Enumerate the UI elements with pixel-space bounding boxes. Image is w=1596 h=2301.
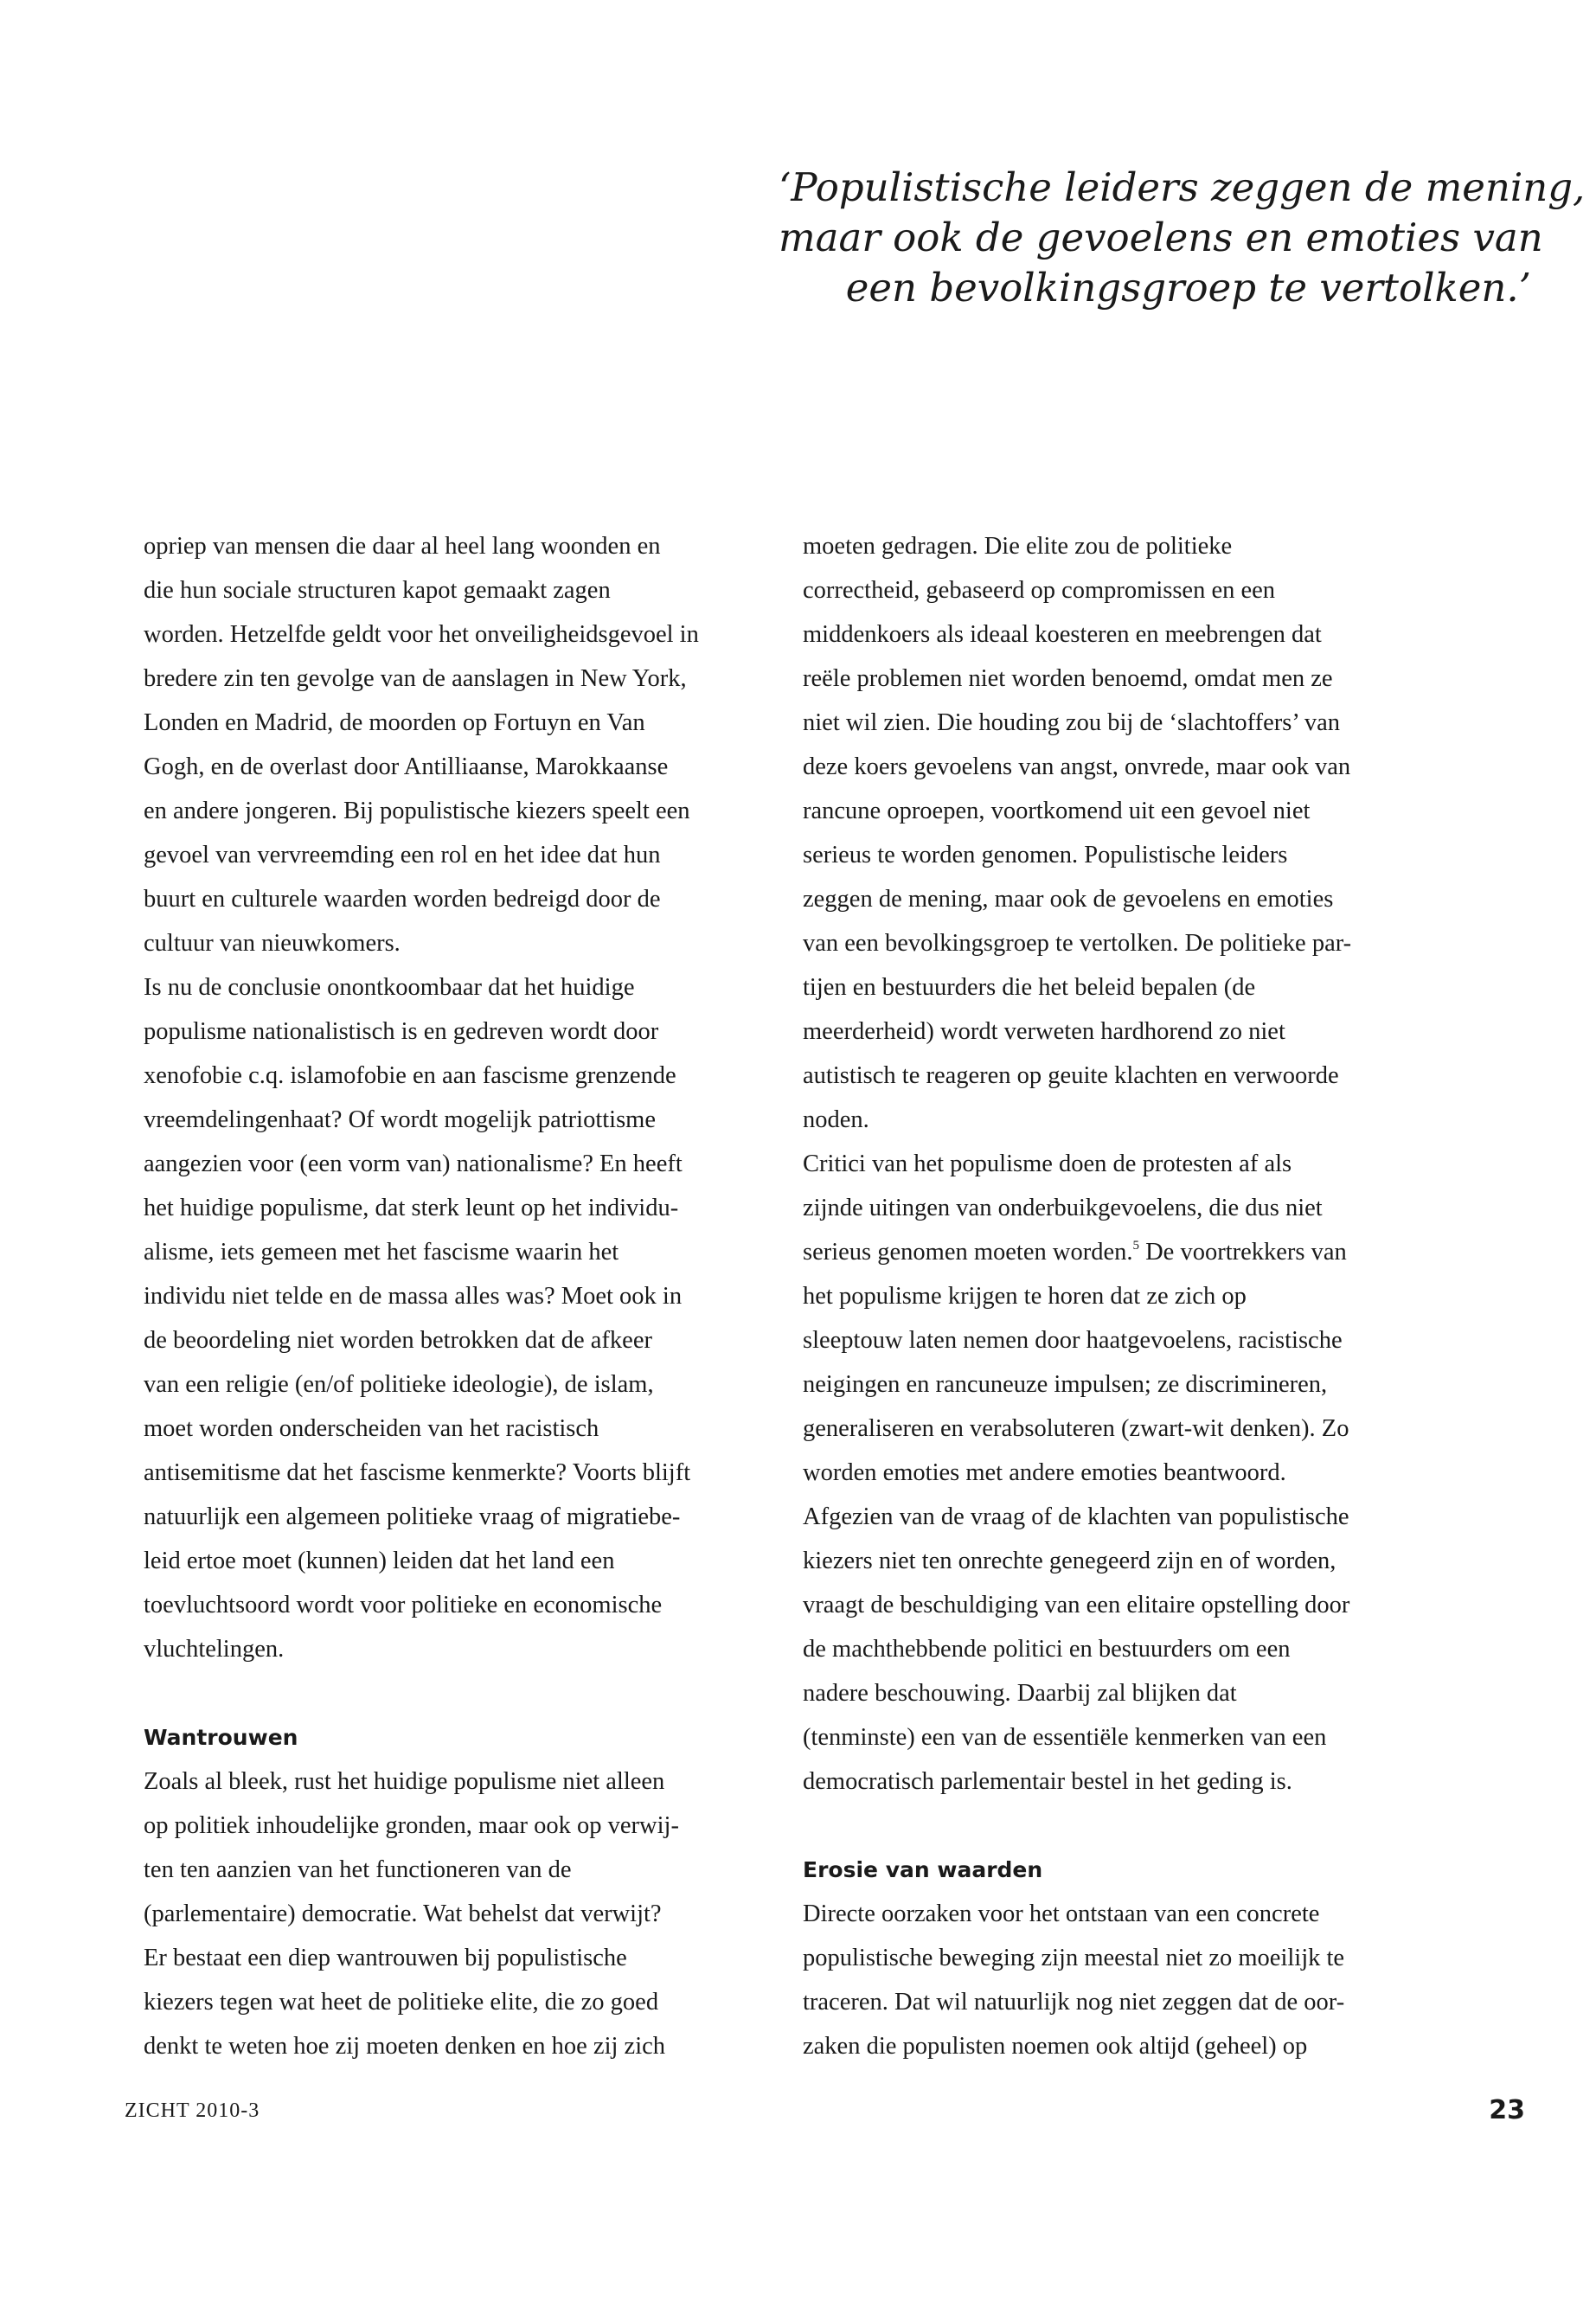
journal-footer: ZICHT 2010-3 [125,2099,260,2122]
text-line: de machthebbende politici en bestuurders om een [803,1636,1291,1663]
text-run: De voortrekkers van [1138,1239,1347,1266]
text-line: serieus te worden genomen. Populistische leiders [803,842,1288,868]
text-line: autistisch te reageren op geuite klachten en verwoorde [803,1062,1339,1089]
text-line: populistische beweging zijn meestal niet zo moeilijk te [803,1945,1345,1971]
text-line: middenkoers als ideaal koesteren en meebrengen dat [803,621,1322,648]
paragraph-gap [144,1671,801,1715]
pull-quote-line: ‘Populistische leiders zeggen de mening, [779,164,1586,210]
text-line: sleeptouw laten nemen door haatgevoelens, racistische [803,1327,1343,1354]
text-line: deze koers gevoelens van angst, onvrede, maar ook van [803,753,1351,780]
text-line: Gogh, en de overlast door Antilliaanse, Marokkaanse [144,753,669,780]
text-line: xenofobie c.q. islamofobie en aan fascisme grenzende [144,1062,676,1089]
text-line: Afgezien van de vraag of de klachten van populistische [803,1503,1349,1530]
text-line: tijen en bestuurders die het beleid bepalen (de [803,974,1256,1001]
text-line: populisme nationalistisch is en gedreven wordt door [144,1018,659,1045]
text-line: Directe oorzaken voor het ontstaan van een concrete [803,1900,1320,1927]
text-line: zijnde uitingen van onderbuikgevoelens, die dus niet [803,1195,1323,1221]
text-line: kiezers tegen wat heet de politieke elite, die zo goed [144,1989,659,2016]
text-line: van een bevolkingsgroep te vertolken. De politieke par- [803,930,1352,957]
text-line: traceren. Dat wil natuurlijk nog niet zeggen dat de oor- [803,1989,1345,2016]
text-line: neigingen en rancuneuze impulsen; ze discrimineren, [803,1371,1328,1398]
text-line: de beoordeling niet worden betrokken dat de afkeer [144,1327,652,1354]
text-line: (parlementaire) democratie. Wat behelst dat verwijt? [144,1900,662,1927]
paragraph [803,524,1460,1142]
text-line: ten ten aanzien van het functioneren van de [144,1856,572,1883]
footnote-marker[interactable]: 5 [1132,1239,1139,1253]
text-line: vreemdelingenhaat? Of wordt mogelijk patriottisme [144,1106,656,1133]
text-line: noden. [803,1106,869,1133]
text-line: worden. Hetzelfde geldt voor het onveiligheidsgevoel in [144,621,699,648]
text-line: en andere jongeren. Bij populistische kiezers speelt een [144,798,690,824]
text-line: natuurlijk een algemeen politieke vraag of migratiebe- [144,1503,681,1530]
text-line: denkt te weten hoe zij moeten denken en hoe zij zich [144,2033,666,2060]
text-line: toevluchtsoord wordt voor politieke en economische [144,1592,663,1618]
text-line: moeten gedragen. Die elite zou de politieke [803,533,1233,560]
text-line: democratisch parlementair bestel in het geding is. [803,1768,1292,1795]
text-line: op politiek inhoudelijke gronden, maar ook op verwij- [144,1812,679,1839]
pull-quote [779,163,1586,313]
paragraph [144,1759,801,2068]
text-line: Er bestaat een diep wantrouwen bij populistische [144,1945,627,1971]
text-line: rancune oproepen, voortkomend uit een gevoel niet [803,798,1311,824]
text-line [803,1230,1460,1274]
text-line: gevoel van vervreemding een rol en het idee dat hun [144,842,661,868]
paragraph [803,1142,1460,1495]
text-run: serieus genomen moeten worden. [803,1239,1133,1266]
text-line: worden emoties met andere emoties beantwoord. [803,1459,1286,1486]
paragraph [803,1892,1460,2068]
paragraph [144,524,801,965]
text-line: correctheid, gebaseerd op compromissen en een [803,577,1276,604]
text-line: Londen en Madrid, de moorden op Fortuyn en Van [144,709,645,736]
section-heading-wantrouwen: Wantrouwen [144,1725,298,1750]
text-line: zeggen de mening, maar ook de gevoelens en emoties [803,886,1334,913]
right-column [803,524,1460,2068]
text-line: het populisme krijgen te horen dat ze zich op [803,1283,1247,1310]
text-line: Critici van het populisme doen de protesten af als [803,1150,1292,1177]
text-line: (tenminste) een van de essentiële kenmerken van een [803,1724,1327,1751]
text-line: individu niet telde en de massa alles was? Moet ook in [144,1283,683,1310]
text-line: aangezien voor (een vorm van) nationalisme? En heeft [144,1150,683,1177]
text-line: vluchtelingen. [144,1636,285,1663]
section-heading-erosie: Erosie van waarden [803,1857,1043,1882]
text-line: Zoals al bleek, rust het huidige populisme niet alleen [144,1768,665,1795]
text-line: van een religie (en/of politieke ideologie), de islam, [144,1371,654,1398]
pull-quote-line: maar ook de gevoelens en emoties van [779,215,1543,260]
text-line: moet worden onderscheiden van het racistisch [144,1415,599,1442]
paragraph [144,965,801,1671]
text-line: alisme, iets gemeen met het fascisme waarin het [144,1239,619,1266]
text-line: leid ertoe moet (kunnen) leiden dat het land een [144,1548,615,1574]
text-line: opriep van mensen die daar al heel lang woonden en [144,533,661,560]
text-line: meerderheid) wordt verweten hardhorend zo niet [803,1018,1285,1045]
text-line: cultuur van nieuwkomers. [144,930,401,957]
text-line: reële problemen niet worden benoemd, omdat men ze [803,665,1333,692]
text-line: Is nu de conclusie onontkoombaar dat het huidige [144,974,635,1001]
text-line: zaken die populisten noemen ook altijd (geheel) op [803,2033,1308,2060]
text-line: buurt en culturele waarden worden bedreigd door de [144,886,661,913]
text-line: het huidige populisme, dat sterk leunt op het individu- [144,1195,679,1221]
text-line: generaliseren en verabsoluteren (zwart-wit denken). Zo [803,1415,1349,1442]
text-line: die hun sociale structuren kapot gemaakt zagen [144,577,611,604]
text-line: kiezers niet ten onrechte genegeerd zijn en of worden, [803,1548,1336,1574]
left-column [144,524,801,2068]
text-line: bredere zin ten gevolge van de aanslagen in New York, [144,665,687,692]
paragraph-gap [803,1804,1460,1848]
text-line: niet wil zien. Die houding zou bij de ‘slachtoffers’ van [803,709,1341,736]
text-line: vraagt de beschuldiging van een elitaire opstelling door [803,1592,1350,1618]
text-line: antisemitisme dat het fascisme kenmerkte? Voorts blijft [144,1459,691,1486]
pull-quote-line: een bevolkingsgroep te vertolken.’ [845,265,1531,311]
page-number: 23 [1489,2095,1525,2125]
text-line: nadere beschouwing. Daarbij zal blijken dat [803,1680,1237,1707]
paragraph [803,1495,1460,1804]
